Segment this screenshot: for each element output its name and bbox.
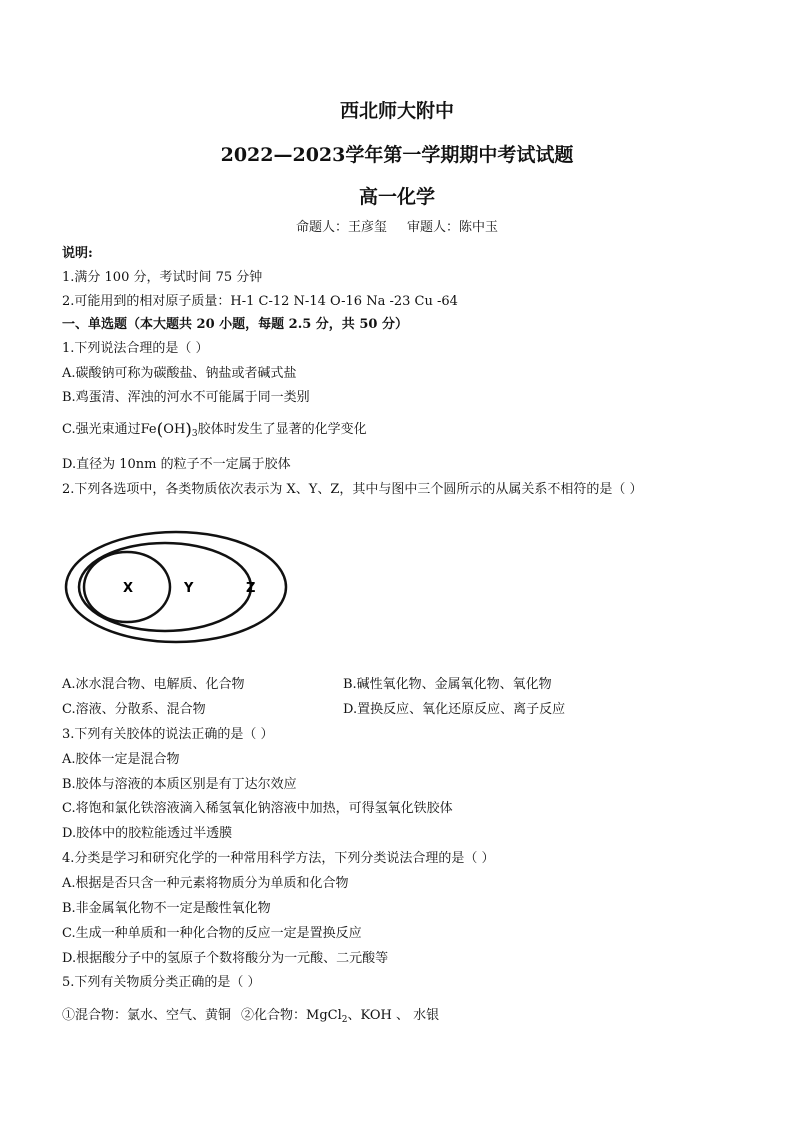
option-c — [62, 418, 367, 440]
option-c-prefix: C.强光束通过 — [62, 422, 141, 437]
reviewer-label: 审题人：陈中玉 — [407, 220, 499, 235]
option-d: D.胶体中的胶粒能透过半透膜 — [62, 826, 233, 841]
author-line — [0, 216, 794, 235]
diagram-label-z: Z — [246, 581, 256, 596]
notes-heading: 说明: — [62, 246, 93, 261]
option-a: A.根据是否只含一种元素将物质分为单质和化合物 — [62, 876, 349, 891]
nested-circles-diagram — [62, 520, 292, 650]
option-b: B.碱性氧化物、金属氧化物、氧化物 — [343, 677, 552, 692]
formula-subscript: 2 — [341, 1015, 348, 1025]
q5-item-1: ①混合物：氯水、空气、黄铜 — [62, 1008, 232, 1023]
option-c: C.溶液、分散系、混合物 — [62, 702, 206, 717]
q5-items-line — [62, 1004, 439, 1025]
note-item: 2.可能用到的相对原子质量：H-1 C-12 N-14 O-16 Na -23 Cu -64 — [62, 294, 458, 309]
option-c: C.生成一种单质和一种化合物的反应一定是置换反应 — [62, 926, 362, 941]
setter-label: 命题人：王彦玺 — [295, 220, 387, 235]
q5-item-2-prefix: ②化合物： — [241, 1008, 307, 1023]
exam-title: 2022—2023学年第一学期期中考试试题 — [220, 144, 574, 166]
diagram-label-x: X — [123, 581, 134, 596]
question-stem: 4.分类是学习和研究化学的一种常用科学方法，下列分类说法合理的是（ ） — [62, 851, 495, 866]
school-name: 西北师大附中 — [339, 100, 454, 122]
paren-close: ) — [185, 420, 192, 440]
formula-base: Fe — [140, 422, 157, 437]
option-b: B.非金属氧化物不一定是酸性氧化物 — [62, 901, 271, 916]
question-stem: 3.下列有关胶体的说法正确的是（ ） — [62, 727, 274, 742]
question-stem: 5.下列有关物质分类正确的是（ ） — [62, 975, 261, 990]
option-a: A.碳酸钠可称为碳酸盐、钠盐或者碱式盐 — [62, 366, 297, 381]
paren-open: ( — [156, 420, 164, 440]
section-heading: 一、单选题（本大题共 20 小题，每题 2.5 分，共 50 分） — [62, 317, 408, 332]
option-c-suffix: 胶体时发生了显著的化学变化 — [197, 422, 367, 437]
subject-title: 高一化学 — [358, 186, 435, 208]
chem-formula — [140, 420, 198, 440]
formula-base: MgCl — [306, 1008, 342, 1023]
q5-item-2-rest: 、KOH 、 水银 — [347, 1008, 440, 1023]
question-stem: 1.下列说法合理的是（ ） — [62, 341, 209, 356]
formula-inner: OH — [163, 422, 186, 437]
chem-formula — [306, 1008, 347, 1023]
option-d: D.根据酸分子中的氢原子个数将酸分为一元酸、二元酸等 — [62, 951, 389, 966]
option-d: D.置换反应、氧化还原反应、离子反应 — [343, 702, 566, 717]
option-c: C.将饱和氯化铁溶液滴入稀氢氧化钠溶液中加热，可得氢氧化铁胶体 — [62, 801, 453, 816]
option-a: A.胶体一定是混合物 — [62, 752, 180, 767]
option-d: D.直径为 10nm 的粒子不一定属于胶体 — [62, 457, 291, 472]
diagram-label-y: Y — [184, 581, 194, 596]
question-stem: 2.下列各选项中，各类物质依次表示为 X、Y、Z，其中与图中三个圆所示的从属关系不相符的是（ ） — [62, 482, 643, 497]
option-b: B.胶体与溶液的本质区别是有丁达尔效应 — [62, 777, 297, 792]
option-b: B.鸡蛋清、浑浊的河水不可能属于同一类别 — [62, 390, 310, 405]
option-a: A.冰水混合物、电解质、化合物 — [62, 677, 245, 692]
note-item: 1.满分 100 分，考试时间 75 分钟 — [62, 270, 263, 285]
formula-subscript: 3 — [191, 429, 198, 439]
